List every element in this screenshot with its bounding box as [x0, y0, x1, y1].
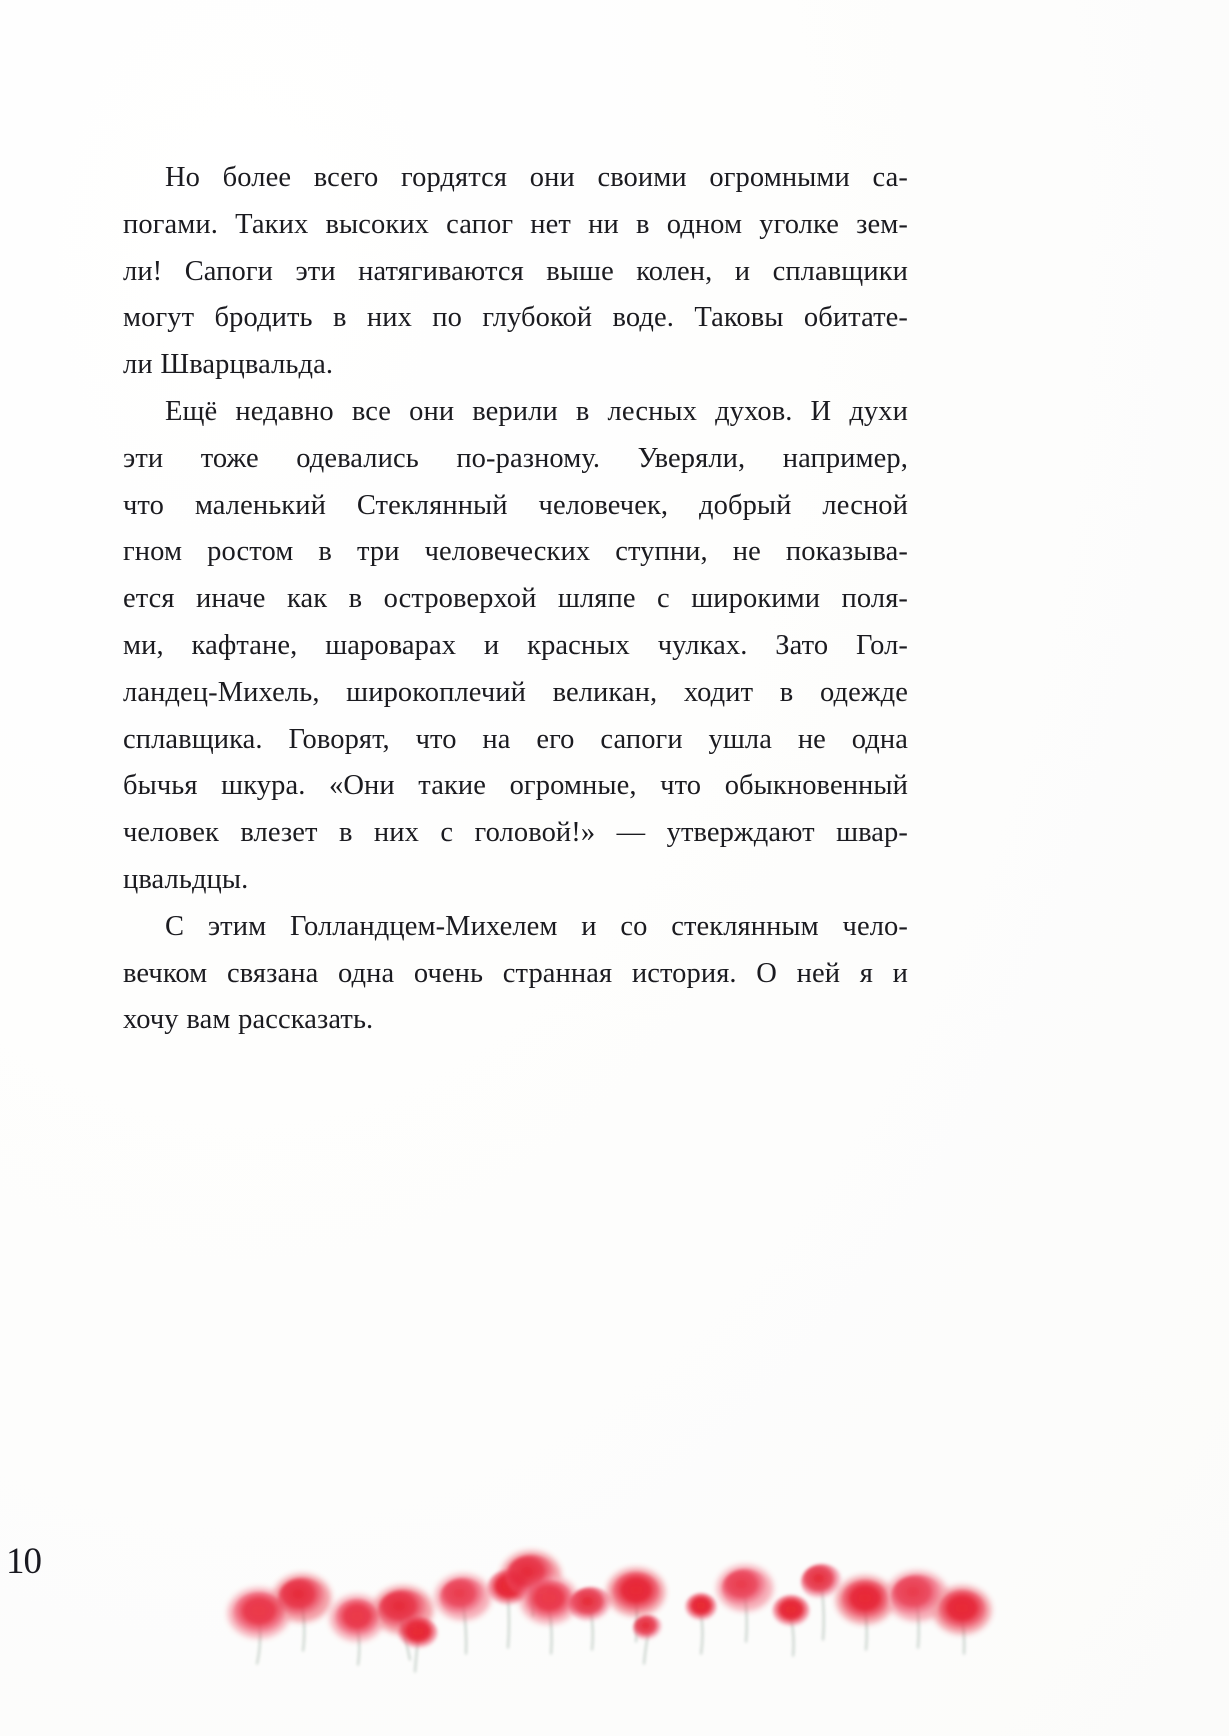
paragraph-spirits: [123, 389, 908, 904]
page-number: 10: [6, 1541, 41, 1582]
text-line: гном ростом в три человеческих ступни, не показыва-: [123, 536, 908, 568]
text-line: погами. Таких высоких сапог нет ни в одном уголке зем-: [123, 208, 908, 240]
text-line: ми, кафтане, шароварах и красных чулках. Зато Гол-: [123, 629, 908, 661]
text-line: цвальдцы.: [123, 863, 249, 895]
text-line: ландец-Михель, широкоплечий великан, ходит в одежде: [123, 676, 908, 708]
text-line: ется иначе как в островерхой шляпе с широкими поля-: [123, 583, 908, 615]
text-line: С этим Голландцем-Михелем и со стеклянным чело-: [165, 910, 908, 942]
text-line: что маленький Стеклянный человечек, добрый лесной: [123, 489, 908, 521]
text-line: человек влезет в них с головой!» — утверждают швар-: [123, 817, 908, 849]
text-line: вечком связана одна очень странная история. О ней я и: [123, 957, 908, 989]
text-line: ли! Сапоги эти натягиваются выше колен, и сплавщики: [123, 255, 908, 287]
text-line: бычья шкура. «Они такие огромные, что обыкновенный: [123, 770, 908, 802]
red-poppy-flower-band-decoration: [205, 1500, 1035, 1715]
text-line: Но более всего гордятся они своими огромными са-: [165, 162, 908, 193]
paragraph-story: [123, 904, 908, 1044]
text-line: сплавщика. Говорят, что на его сапоги ушла не одна: [123, 723, 908, 755]
text-line: Ещё недавно все они верили в лесных духов. И духи: [165, 395, 908, 427]
body-text-column: [123, 155, 908, 1044]
text-line: хочу вам рассказать.: [123, 1004, 374, 1036]
paragraph-boots: [123, 155, 908, 389]
text-line: ли Шварцвальда.: [123, 349, 334, 381]
text-line: эти тоже одевались по-разному. Уверяли, например,: [123, 442, 908, 474]
text-line: могут бродить в них по глубокой воде. Таковы обитате-: [123, 302, 908, 334]
